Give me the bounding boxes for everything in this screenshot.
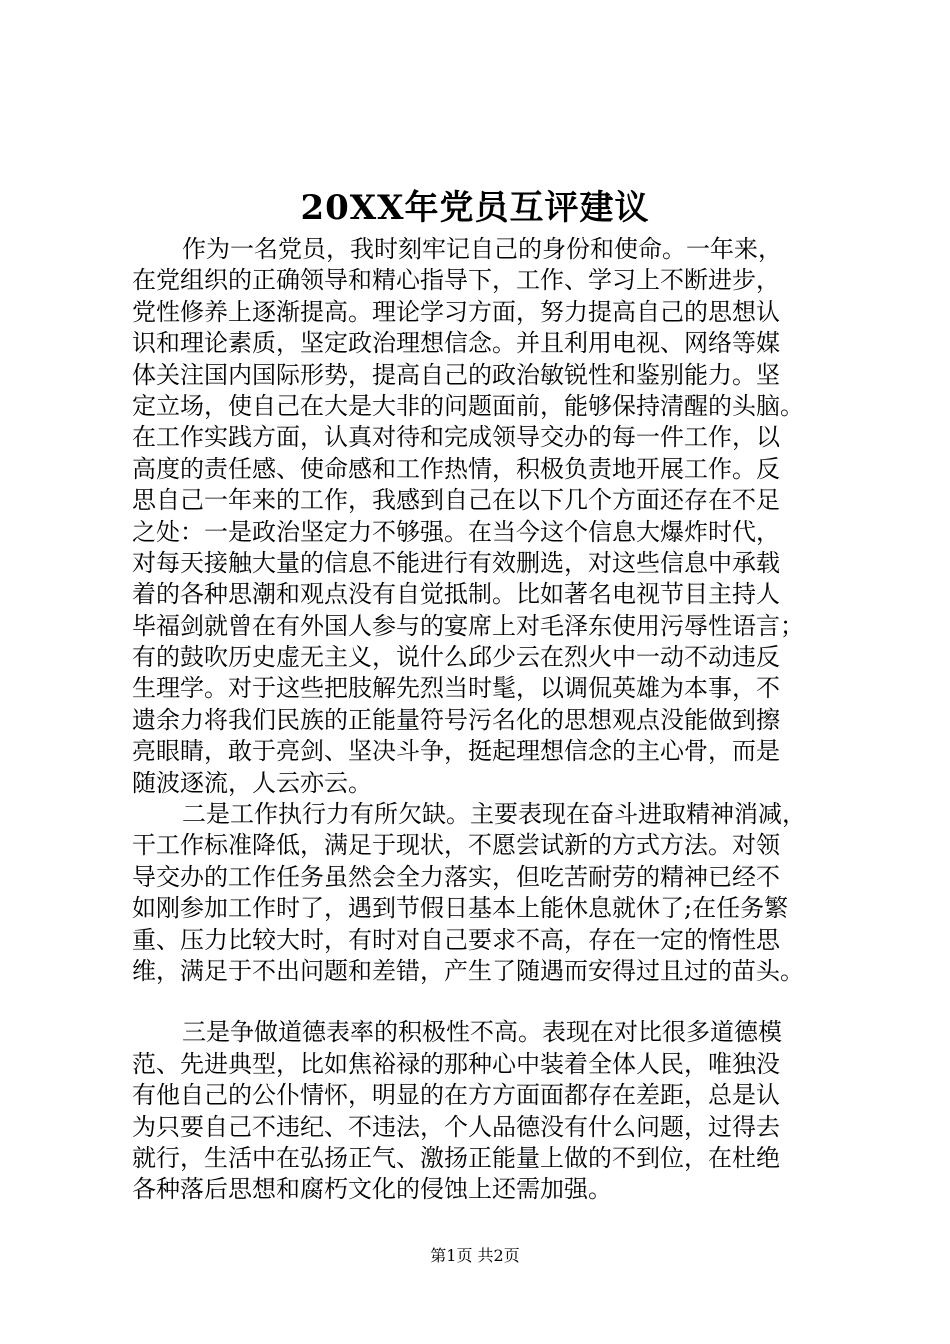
paragraph-3-line-4: 为只要自己不违纪、不违法，个人品德没有什么问题，过得去 (132, 1112, 780, 1141)
paragraph-1-line-18: 随波逐流，人云亦云。 (132, 768, 372, 797)
paragraph-1-line-15: 生理学。对于这些把肢解先烈当时髦，以调侃英雄为本事，不 (132, 674, 780, 703)
paragraph-1-line-8: 高度的责任感、使命感和工作热情，积极负责地开展工作。反 (132, 454, 780, 483)
paragraph-1-line-10: 之处：一是政治坚定力不够强。在当今这个信息大爆炸时代， (132, 517, 780, 546)
paragraph-1-line-5: 体关注国内国际形势，提高自己的政治敏锐性和鉴别能力。坚 (132, 360, 780, 389)
paragraph-2-line-2: 干工作标准降低，满足于现状，不愿尝试新的方式方法。对领 (132, 831, 780, 860)
paragraph-1-line-17: 亮眼睛，敢于亮剑、坚决斗争，挺起理想信念的主心骨，而是 (132, 737, 780, 766)
paragraph-3 (132, 1017, 852, 1205)
paragraph-1-line-16: 遗余力将我们民族的正能量符号污名化的思想观点没能做到擦 (132, 705, 780, 734)
paragraph-1-line-1: 作为一名党员，我时刻牢记自己的身份和使命。一年来， (182, 235, 782, 263)
paragraph-1-line-6: 定立场，使自己在大是大非的问题面前，能够保持清醒的头脑。 (132, 391, 804, 420)
paragraph-3-line-3: 有他自己的公仆情怀，明显的在方方面面都存在差距，总是认 (132, 1081, 780, 1110)
page-number-footer: 第1页 共2页 (430, 1246, 520, 1265)
paragraph-3-line-5: 就行，生活中在弘扬正气、激扬正能量上做的不到位，在杜绝 (132, 1143, 780, 1172)
paragraph-1 (132, 234, 852, 799)
paragraph-1-line-14: 有的鼓吹历史虚无主义，说什么邱少云在烈火中一动不动违反 (132, 643, 780, 672)
paragraph-spacer (132, 987, 852, 1017)
paragraph-1-line-4: 识和理论素质，坚定政治理想信念。并且利用电视、网络等媒 (132, 329, 780, 358)
paragraph-1-line-13: 毕福剑就曾在有外国人参与的宴席上对毛泽东使用污辱性语言； (132, 611, 804, 640)
paragraph-1-line-7: 在工作实践方面，认真对待和完成领导交办的每一件工作，以 (132, 423, 780, 452)
paragraph-1-line-3: 党性修养上逐渐提高。理论学习方面，努力提高自己的思想认 (132, 297, 780, 326)
paragraph-2-line-3: 导交办的工作任务虽然会全力落实，但吃苦耐劳的精神已经不 (132, 862, 780, 891)
paragraph-1-line-11: 对每天接触大量的信息不能进行有效删选，对这些信息中承载 (132, 548, 780, 577)
paragraph-2-line-6: 维，满足于不出问题和差错，产生了随遇而安得过且过的苗头。 (132, 956, 804, 985)
paragraph-2-line-4: 如刚参加工作时了，遇到节假日基本上能休息就休了;在任务繁 (132, 894, 789, 923)
paragraph-3-line-2: 范、先进典型，比如焦裕禄的那种心中装着全体人民，唯独没 (132, 1049, 780, 1078)
paragraph-3-line-6: 各种落后思想和腐朽文化的侵蚀上还需加强。 (132, 1175, 612, 1204)
paragraph-1-line-9: 思自己一年来的工作，我感到自己在以下几个方面还存在不足 (132, 486, 780, 515)
paragraph-2-line-1: 二是工作执行力有所欠缺。主要表现在奋斗进取精神消减， (182, 800, 806, 829)
paragraph-1-line-12: 着的各种思潮和观点没有自觉抵制。比如著名电视节目主持人 (132, 580, 780, 609)
document-body (132, 234, 852, 1206)
paragraph-2 (132, 799, 852, 987)
paragraph-1-line-2: 在党组织的正确领导和精心指导下，工作、学习上不断进步， (132, 266, 780, 295)
paragraph-3-line-1: 三是争做道德表率的积极性不高。表现在对比很多道德模 (182, 1018, 782, 1047)
document-title: 20XX年党员互评建议 (300, 188, 650, 228)
paragraph-2-line-5: 重、压力比较大时，有时对自己要求不高，存在一定的惰性思 (132, 925, 780, 954)
